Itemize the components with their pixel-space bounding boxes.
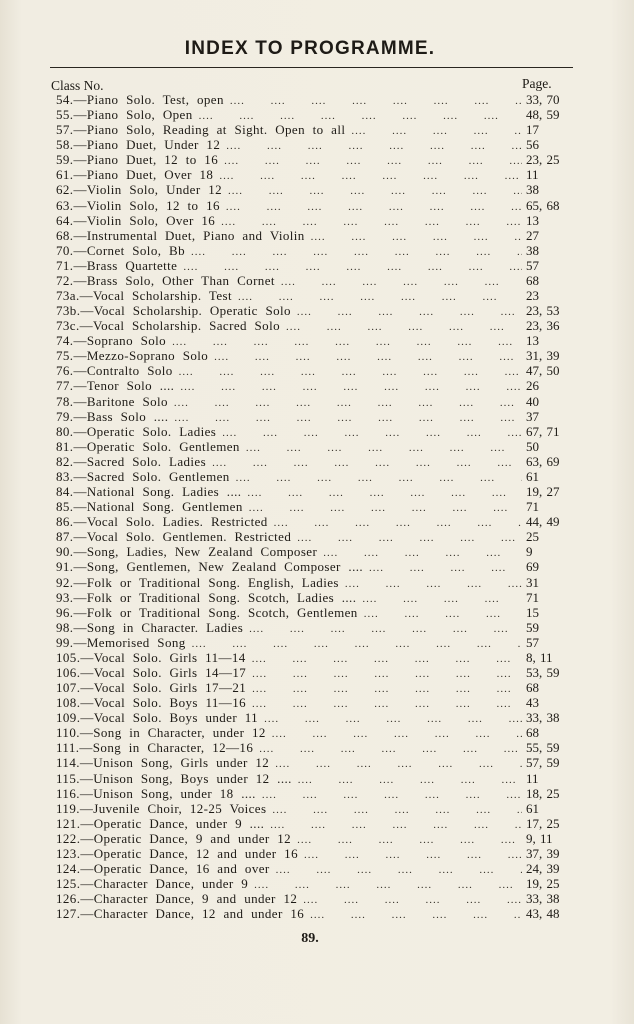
entry-page-numbers: 37, 39 [526, 845, 560, 861]
index-entry-row [56, 303, 576, 318]
index-entry-row [56, 514, 576, 529]
entry-title: 87.—Vocal Solo. Gentlemen. Restricted [56, 529, 292, 545]
index-entry-row [56, 318, 576, 333]
index-entry-row [56, 394, 576, 409]
index-entry-row [56, 816, 576, 831]
entry-title: 81.—Operatic Solo. Gentlemen [56, 438, 240, 454]
entry-page-numbers: 19, 27 [526, 484, 560, 500]
index-entry-row [56, 876, 576, 891]
entry-title: 73b.—Vocal Scholarship. Operatic Solo [56, 303, 291, 319]
entry-title: 64.—Violin Solo, Over 16 [56, 212, 216, 228]
dot-leader [219, 169, 522, 184]
page-title: INDEX TO PROGRAMME. [184, 38, 436, 59]
entry-title: 115.—Unison Song, Boys under 12 .... [56, 770, 292, 786]
entry-title: 78.—Baritone Solo [56, 393, 168, 409]
entry-page-numbers: 38 [526, 242, 539, 258]
index-entry-row [56, 891, 576, 906]
page-column-header: Page. [522, 76, 552, 91]
entry-page-numbers: 71 [526, 499, 539, 515]
entry-title: 107.—Vocal Solo. Girls 17—21 [56, 680, 247, 696]
index-entry-row [56, 167, 576, 182]
entry-title: 121.—Operatic Dance, under 9 .... [56, 815, 265, 831]
entry-page-numbers: 61 [526, 800, 539, 816]
dot-leader [270, 818, 522, 833]
entry-title: 99.—Memorised Song [56, 634, 186, 650]
index-entry-row [56, 665, 576, 680]
entry-title: 58.—Piano Duet, Under 12 [56, 137, 221, 153]
dot-leader [276, 863, 522, 878]
index-entries-list [56, 92, 576, 921]
entry-page-numbers: 68 [526, 725, 539, 741]
index-entry-row [56, 725, 576, 740]
entry-title: 80.—Operatic Solo. Ladies [56, 423, 217, 439]
entry-title: 92.—Folk or Traditional Song. English, Ladies [56, 574, 339, 590]
entry-title: 111.—Song in Character, 12—16 [56, 740, 254, 756]
index-entry-row [56, 243, 576, 258]
index-entry-row [56, 378, 576, 393]
entry-title: 61.—Piano Duet, Over 18 [56, 167, 214, 183]
entry-page-numbers: 9, 11 [526, 830, 553, 846]
entry-title: 71.—Brass Quartette [56, 257, 178, 273]
entry-page-numbers: 61 [526, 468, 539, 484]
entry-page-numbers: 56 [526, 137, 539, 153]
entry-title: 122.—Operatic Dance, 9 and under 12 [56, 830, 292, 846]
dot-leader [351, 124, 522, 139]
entry-page-numbers: 68 [526, 680, 539, 696]
dot-leader [264, 712, 522, 727]
dot-leader [226, 139, 522, 154]
entry-page-numbers: 57 [526, 634, 539, 650]
index-entry-row [56, 213, 576, 228]
entry-page-numbers: 23 [526, 288, 539, 304]
entry-title: 57.—Piano Solo, Reading at Sight. Open to all [56, 122, 346, 138]
index-entry-row [56, 544, 576, 559]
index-entry-row [56, 499, 576, 514]
dot-leader [297, 833, 522, 848]
dot-leader [224, 154, 522, 169]
index-entry-row [56, 198, 576, 213]
entry-title: 110.—Song in Character, under 12 [56, 725, 266, 741]
entry-page-numbers: 13 [526, 333, 539, 349]
entry-page-numbers: 17, 25 [526, 815, 560, 831]
entry-title: 83.—Sacred Solo. Gentlemen [56, 468, 230, 484]
dot-leader [246, 441, 522, 456]
entry-page-numbers: 19, 25 [526, 876, 560, 892]
dot-leader [345, 577, 522, 592]
entry-title: 86.—Vocal Solo. Ladies. Restricted [56, 514, 268, 530]
index-entry-row [56, 846, 576, 861]
title-rule [50, 67, 573, 68]
entry-title: 73a.—Vocal Scholarship. Test [56, 288, 232, 304]
entry-title: 55.—Piano Solo, Open [56, 107, 193, 123]
entry-title: 91.—Song, Gentlemen, New Zealand Composer .... [56, 559, 364, 575]
dot-leader [262, 788, 522, 803]
entry-title: 127.—Character Dance, 12 and under 16 [56, 906, 305, 922]
dot-leader [174, 396, 522, 411]
dot-leader [252, 697, 522, 712]
dot-leader [310, 908, 522, 923]
entry-title: 72.—Brass Solo, Other Than Cornet [56, 272, 275, 288]
entry-page-numbers: 59 [526, 619, 539, 635]
dot-leader [228, 184, 522, 199]
dot-leader [249, 622, 522, 637]
entry-page-numbers: 65, 68 [526, 197, 560, 213]
index-entry-row [56, 454, 576, 469]
class-number-header: Class No. [51, 78, 104, 93]
entry-title: 79.—Bass Solo .... [56, 408, 169, 424]
index-entry-row [56, 635, 576, 650]
entry-page-numbers: 55, 59 [526, 740, 560, 756]
entry-title: 54.—Piano Solo. Test, open [56, 92, 224, 107]
dot-leader [297, 305, 522, 320]
index-entry-row [56, 137, 576, 152]
entry-page-numbers: 48, 59 [526, 107, 560, 123]
entry-title: 76.—Contralto Solo [56, 363, 173, 379]
index-entry-row [56, 786, 576, 801]
entry-title: 59.—Piano Duet, 12 to 16 [56, 152, 219, 168]
entry-title: 124.—Operatic Dance, 16 and over [56, 860, 270, 876]
dot-leader [249, 501, 522, 516]
index-entry-row [56, 439, 576, 454]
dot-leader [369, 561, 522, 576]
index-entry-row [56, 409, 576, 424]
index-entry-row [56, 861, 576, 876]
index-entry-row [56, 469, 576, 484]
entry-page-numbers: 25 [526, 529, 539, 545]
dot-leader [311, 230, 522, 245]
dot-leader [364, 607, 522, 622]
index-entry-row [56, 288, 576, 303]
entry-page-numbers: 9 [526, 544, 533, 560]
entry-page-numbers: 43, 48 [526, 906, 560, 922]
index-entry-row [56, 755, 576, 770]
entry-page-numbers: 23, 53 [526, 303, 560, 319]
entry-title: 98.—Song in Character. Ladies [56, 619, 244, 635]
dot-leader [247, 486, 522, 501]
index-entry-row [56, 575, 576, 590]
index-entry-row [56, 771, 576, 786]
index-entry-row [56, 258, 576, 273]
entry-page-numbers: 8, 11 [526, 649, 553, 665]
entry-page-numbers: 33, 38 [526, 710, 560, 726]
index-entry-row [56, 182, 576, 197]
dot-leader [298, 773, 522, 788]
entry-title: 108.—Vocal Solo. Boys 11—16 [56, 695, 247, 711]
entry-title: 63.—Violin Solo, 12 to 16 [56, 197, 220, 213]
entry-title: 90.—Song, Ladies, New Zealand Composer [56, 544, 318, 560]
index-entry-row [56, 529, 576, 544]
dot-leader [272, 727, 522, 742]
dot-leader [297, 531, 522, 546]
entry-page-numbers: 13 [526, 212, 539, 228]
page-number: 89. [301, 931, 319, 946]
entry-page-numbers: 40 [526, 393, 539, 409]
entry-page-numbers: 33, 70 [526, 92, 560, 107]
index-entry-row [56, 740, 576, 755]
dot-leader [304, 848, 522, 863]
index-entry-row [56, 273, 576, 288]
entry-title: 70.—Cornet Solo, Bb [56, 242, 185, 258]
index-entry-row [56, 484, 576, 499]
index-entry-row [56, 605, 576, 620]
index-entry-row [56, 801, 576, 816]
entry-title: 73c.—Vocal Scholarship. Sacred Solo [56, 318, 280, 334]
entry-title: 123.—Operatic Dance, 12 and under 16 [56, 845, 298, 861]
index-entry-row [56, 92, 576, 107]
dot-leader [252, 667, 522, 682]
dot-leader [236, 471, 522, 486]
entry-title: 75.—Mezzo-Soprano Solo [56, 348, 209, 364]
entry-page-numbers: 57, 59 [526, 755, 560, 771]
index-entry-row [56, 424, 576, 439]
index-entry-row [56, 363, 576, 378]
index-entry-row [56, 650, 576, 665]
entry-page-numbers: 43 [526, 695, 539, 711]
entry-page-numbers: 11 [526, 770, 539, 786]
entry-title: 82.—Sacred Solo. Ladies [56, 453, 207, 469]
entry-page-numbers: 18, 25 [526, 785, 560, 801]
entry-page-numbers: 23, 36 [526, 318, 560, 334]
entry-title: 125.—Character Dance, under 9 [56, 876, 249, 892]
index-entry-row [56, 620, 576, 635]
entry-page-numbers: 31, 39 [526, 348, 560, 364]
dot-leader [274, 516, 522, 531]
entry-page-numbers: 26 [526, 378, 539, 394]
index-entry-row [56, 590, 576, 605]
dot-leader [226, 200, 522, 215]
entry-title: 85.—National Song. Gentlemen [56, 499, 243, 515]
index-entry-row [56, 107, 576, 122]
entry-title: 119.—Juvenile Choir, 12-25 Voices [56, 800, 267, 816]
index-entry-row [56, 228, 576, 243]
entry-title: 74.—Soprano Solo [56, 333, 167, 349]
entry-page-numbers: 47, 50 [526, 363, 560, 379]
index-entry-row [56, 695, 576, 710]
dot-leader [272, 803, 522, 818]
dot-leader [222, 426, 522, 441]
dot-leader [275, 757, 522, 772]
entry-title: 114.—Unison Song, Girls under 12 [56, 755, 270, 771]
dot-leader [214, 350, 522, 365]
entry-page-numbers: 50 [526, 438, 539, 454]
entry-title: 105.—Vocal Solo. Girls 11—14 [56, 649, 246, 665]
entry-page-numbers: 63, 69 [526, 453, 560, 469]
index-entry-row [56, 333, 576, 348]
entry-page-numbers: 11 [526, 167, 539, 183]
index-entry-row [56, 906, 576, 921]
dot-leader [179, 365, 522, 380]
entry-title: 116.—Unison Song, under 18 .... [56, 785, 256, 801]
entry-page-numbers: 69 [526, 559, 539, 575]
entry-page-numbers: 57 [526, 257, 539, 273]
entry-title: 62.—Violin Solo, Under 12 [56, 182, 223, 198]
entry-page-numbers: 23, 25 [526, 152, 560, 168]
index-entry-row [56, 559, 576, 574]
entry-title: 109.—Vocal Solo. Boys under 11 [56, 710, 259, 726]
dot-leader [281, 275, 522, 290]
index-entry-row [56, 152, 576, 167]
dot-leader [212, 456, 522, 471]
entry-page-numbers: 31 [526, 574, 539, 590]
entry-page-numbers: 71 [526, 589, 539, 605]
index-entry-row [56, 348, 576, 363]
entry-page-numbers: 68 [526, 272, 539, 288]
dot-leader [191, 245, 522, 260]
entry-page-numbers: 37 [526, 408, 539, 424]
entry-page-numbers: 38 [526, 182, 539, 198]
dot-leader [286, 320, 522, 335]
index-entry-row [56, 680, 576, 695]
entry-title: 126.—Character Dance, 9 and under 12 [56, 891, 298, 907]
entry-title: 106.—Vocal Solo. Girls 14—17 [56, 664, 247, 680]
index-entry-row [56, 831, 576, 846]
entry-page-numbers: 44, 49 [526, 514, 560, 530]
dot-leader [252, 652, 522, 667]
entry-title: 68.—Instrumental Duet, Piano and Violin [56, 227, 305, 243]
dot-leader [180, 380, 522, 395]
dot-leader [172, 335, 522, 350]
dot-leader [252, 682, 522, 697]
entry-page-numbers: 24, 39 [526, 860, 560, 876]
dot-leader [362, 592, 522, 607]
entry-page-numbers: 27 [526, 227, 539, 243]
dot-leader [303, 893, 522, 908]
entry-title: 96.—Folk or Traditional Song. Scotch, Gentlemen [56, 604, 358, 620]
entry-page-numbers: 67, 71 [526, 423, 560, 439]
dot-leader [174, 411, 522, 426]
entry-page-numbers: 15 [526, 604, 539, 620]
index-entry-row [56, 710, 576, 725]
entry-page-numbers: 53, 59 [526, 664, 560, 680]
dot-leader [230, 94, 522, 109]
dot-leader [259, 742, 522, 757]
entry-page-numbers: 17 [526, 122, 539, 138]
entry-title: 84.—National Song. Ladies .... [56, 484, 242, 500]
index-entry-row [56, 122, 576, 137]
entry-page-numbers: 33, 38 [526, 891, 560, 907]
entry-title: 93.—Folk or Traditional Song. Scotch, Ladies .... [56, 589, 357, 605]
entry-title: 77.—Tenor Solo .... [56, 378, 175, 394]
